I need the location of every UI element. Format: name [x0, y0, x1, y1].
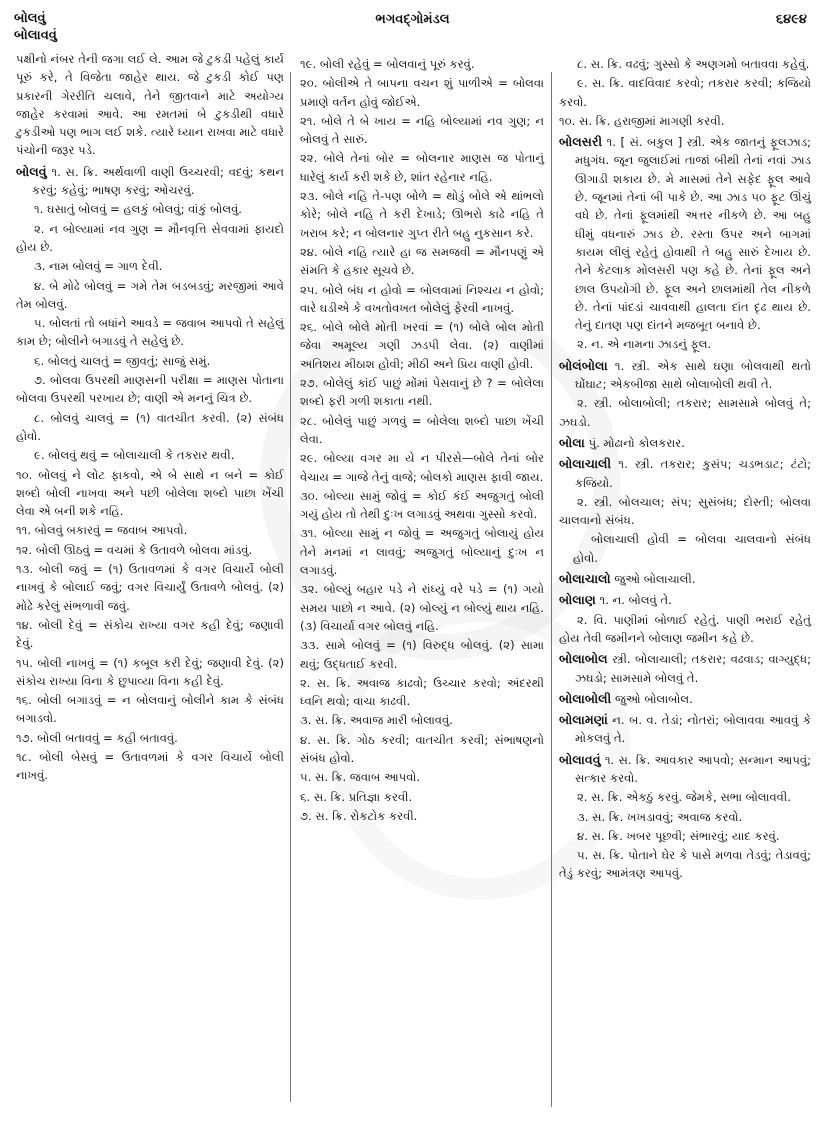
- sense: ૫. સ. ક્રિ. જવાબ આપવો.: [300, 770, 421, 785]
- sense: ૧. ન. બોલવું તે.: [599, 593, 672, 608]
- idiom: ૧૦. બોલવું ને લોટ ફાકવો, એ બે સાથે ન બને = કોઈ શબ્દો બોલી નાખવા અને પછી બોલેલા શબ્દો પાછા ખેંચી લેવા એ બની શકે નહિ.: [16, 467, 284, 519]
- idiom: ૩૧. બોલ્યા સામું ન જોવું = અજુગતું બોલાયું હોય તેને મનમાં ન લાવવું; અજુગતું બોલ્યાનું દુઃખ ન લગાડવું.: [300, 526, 544, 578]
- continued-paragraph: પક્ષીનો નંબર તેની જગા લઈ લે. આમ જે ટુકડી પહેલું કાર્ય પૂરું કરે, તે વિજેતા જાહેર થાય. જે ટુકડી કોઈ પણ પ્રકારની ગેરરીતિ ચલાવે, તેને જીતવાને માટે અયોગ્ય જાહેર કરવામાં આવે. આ રમતમાં બે ટુકડીથી વધારે ટુકડીઓ પણ ભાગ લઈ શકે. ત્યારે ધ્યાન રાખવા માટે વધારે પંચોની જરૂર પડે.: [16, 52, 284, 158]
- sense: ૭. સ. ક્રિ. રોકટોક કરવી.: [300, 808, 418, 823]
- idiom: ૨. ન બોલ્યામાં નવ ગુણ = મૌનવૃત્તિ સેવવામાં ફાયદો હોય છે.: [16, 221, 284, 254]
- idiom: ૧૮. બોલી બેસવું = ઉતાવળમાં કે વગર વિચાર્યે બોલી નાખવું.: [16, 749, 284, 783]
- page-header: [0, 0, 825, 52]
- dictionary-entry: [559, 650, 811, 687]
- dictionary-entry: [559, 434, 811, 452]
- sense: ૫. સ. ક્રિ. પોતાને ઘેર કે પાસે મળવા તેડવું; તેડાવવું; તેડું કરવું; આમંત્રણ આપવું.: [559, 848, 811, 881]
- dictionary-entry: [559, 591, 811, 609]
- idiom: ૩૦. બોલ્યા સામું જોવું = કોઈ કંઈ અજુગતું બોલી ગયું હોય તો તેથી દુઃખ લગાડવું અથવા ગુસ્સો કરવો.: [300, 488, 544, 522]
- idiom: ૧૯. બોલી રહેવું = બોલવાનું પૂરું કરવું.: [300, 57, 475, 71]
- idiom: ૨૫. બોલે બંધ ન હોવો = બોલવામાં નિશ્ચય ન હોવો; વારે ઘડીએ કે વખતોવખત બોલેલું ફેરવી નાખવું.: [300, 282, 544, 315]
- dictionary-entry: [559, 711, 811, 748]
- idiom: ૧૪. બોલી દેવું = સંકોચ રાખ્યા વગર કહી દેવું; જણાવી દેવું.: [16, 617, 284, 651]
- sense: ૨. સ. ક્રિ. એકઠું કરવું. જેમકે, સભા બોલાવવી.: [577, 790, 791, 805]
- idiom: બોલાચાલી હોવી = બોલવા ચાલવાનો સંબંધ હોવો.: [573, 532, 811, 565]
- dictionary-entry: [559, 133, 811, 334]
- idiom: ૧૧. બોલવું બકારવું = જવાબ આપવો.: [16, 523, 188, 538]
- dictionary-entry: [559, 570, 811, 588]
- headword: બોલાચાલો: [559, 571, 611, 587]
- idiom: ૨૧. બોલે તે બે ખાય = નહિ બોલ્યામાં નવ ગુણ; ન બોલવું તે સારું.: [300, 113, 544, 147]
- idiom: ૭. બોલવા ઉપરથી માણસની પરીક્ષા = માણસ પોતાના બોલવા ઉપરથી પરખાય છે; વાણી એ મનનું ચિત્ર છે.: [16, 373, 284, 406]
- headword: બોલાવવું: [559, 751, 601, 767]
- idiom: ૨૨. બોલે તેનાં બોર = બોલનાર માણસ જ પોતાનું ધારેલું કાર્ય કરી શકે છે, શાંત રહેનાર નહિ.: [300, 151, 544, 184]
- idiom: ૩. નામ બોલવું = ગાળ દેવી.: [34, 259, 163, 274]
- dictionary-columns: [0, 50, 825, 1110]
- sense: ૨. સ્ત્રી. બોલચાલ; સંપ; સુસંબંધ; દોસ્તી; બોલવા ચાલવાનો સંબંધ.: [559, 494, 811, 528]
- idiom: ૧૨. બોલી ઊઠવું = વચમાં કે ઉતાવળે બોલવા માંડવું.: [16, 542, 253, 557]
- idiom: ૮. બોલવું ચાલવું = (૧) વાતચીત કરવી. (૨) સંબંધ હોવો.: [16, 410, 284, 443]
- headword: બોલાચાલી: [559, 456, 612, 472]
- sense: ૯. સ. ક્રિ. વાદવિવાદ કરવો; તકરાર કરવી; કજિયો કરવો.: [559, 76, 811, 109]
- column-divider: [551, 72, 552, 1107]
- headword: બોલાબોલ: [559, 651, 608, 667]
- dictionary-entry: [559, 751, 811, 788]
- cross-reference: જુઓ બોલાચાલી.: [614, 572, 696, 587]
- idiom: ૬. બોલતું ચાલતું = જીવતું; સાજું સમું.: [34, 353, 211, 368]
- idiom: ૨૮. બોલેલું પાછું ગળવું = બોલેલા શબ્દો પાછા ખેંચી લેવા.: [300, 413, 544, 446]
- sense: ૨. વિ. પાણીમાં બોળાઈ રહેતું. પાણી ભરાઈ રહેતું હોય તેવી જમીનને બોલાણ જમીન કહે છે.: [559, 612, 811, 645]
- idiom: ૫. બોલતાં તો બધાંને આવડે = જવાબ આપવો તે સહેલું કામ છે; બોલીને બગાડવું તે સહેલું છે.: [16, 316, 284, 349]
- sense: ૨. ન. એ નામના ઝાડનું ફૂલ.: [577, 337, 712, 352]
- sense: ૧. સ્ત્રી. એક સાથે ઘણા બોલવાથી થતો ઘોંઘાટ; એકબીજા સાથે બોલાબોલી થવી તે.: [575, 358, 812, 392]
- headword: બોલસરી: [559, 134, 603, 150]
- idiom: ૪. બે મોઢે બોલવું = ગમે તેમ બડબડવું; મરજીમાં આવે તેમ બોલવું.: [16, 278, 284, 311]
- column-middle: [300, 55, 544, 826]
- guide-word-last: બોલાવવું: [14, 28, 57, 43]
- headword: બોલવું: [16, 163, 47, 179]
- idiom: ૧૫. બોલી નાખવું = (૧) કબૂલ કરી દેવું; જણાવી દેવું. (૨) સંકોચ રાખ્યા વિના કે છુપાવ્યા વિના કહી દેવું.: [16, 655, 284, 688]
- headword: બોલા: [559, 434, 585, 450]
- sense: ૧. સ. ક્રિ. આવકાર આપવો; સન્માન આપવું; સત્કાર કરવો.: [575, 752, 811, 785]
- cross-reference: જુઓ બોલાબોલ.: [614, 691, 693, 706]
- idiom: ૩૨. બોલ્યું બહાર પડે ને રાંધ્યું વરે પડે = (૧) ગયો સમય પાછો ન આવે. (૨) બોલ્યું ન બોલ્યું થાય નહિ. (૩) વિચાર્યા વગર બોલવું નહિ.: [300, 582, 544, 633]
- idiom: ૨૯. બોલ્યા વગર મા યે ન પીરસે—બોલે તેનાં બોર વેચાય = ગાજે તેનું વાજે; બોલકો માણસ ફાવી જાય.: [300, 451, 544, 484]
- sense: ૮. સ. ક્રિ. વઢવું; ગુસ્સો કે અણગમો બતાવવા કહેવું.: [577, 57, 810, 71]
- idiom: ૨૪. બોલે નહિ ત્યારે હા જ સમજવી = મૌનપણું એ સંમતિ કે હકાર સૂચવે છે.: [300, 244, 544, 278]
- dictionary-entry: [16, 163, 284, 200]
- sense: ૧. [ સં. બકુલ ] સ્ત્રી. એક જાતનું ફૂલઝાડ; મધુગંધ. જૂન જુલાઈમાં તાજાં બીથી તેનાં નવાં ઝાડ ઊગાડી શકાય છે. મે માસમાં તેને સફેદ ફૂલ આવે છે. જૂનમાં તેનાં બી પાકે છે. આ ઝાડ ૫૦ ફૂટ ઊંચું વધે છે. તેનાં ફૂલમાંથી અત્તર નીકળે છે. આ બહુ ધીમું વધનારું ઝાડ છે. રસ્તા ઉપર અને બાગમાં કાયમ લીલું રહેતું હોવાથી તે બહુ સારું દેખાય છે. તેને કેટલાક મોલસરી પણ કહે છે. તેનાં ફૂલ અને છાલ ઉપયોગી છે. ફૂલ અને છાલમાંથી તેલ નીકળે છે. તેનાં પાંદડાં ચાવવાથી હાલતા દાંત દૃઢ થાય છે. તેનું દાતણ પણ દાંતને મજબૂત બનાવે છે.: [575, 135, 811, 333]
- sense: ૨. સ. ક્રિ. અવાજ કાઢવો; ઉચ્ચાર કરવો; અંદરથી ધ્વનિ થવો; વાચા કાઢવી.: [300, 675, 544, 709]
- sense: ૬. સ. ક્રિ. પ્રતિજ્ઞા કરવી.: [300, 789, 413, 804]
- column-right: [559, 55, 811, 884]
- column-divider: [290, 72, 291, 1102]
- sense: ૪. સ. ક્રિ. ગોઠ કરવી; વાતચીત કરવી; સંભાષણનો સંબંધ હોવો.: [300, 732, 544, 765]
- dictionary-entry: [559, 357, 811, 394]
- headword: બોલાબોલી: [559, 690, 612, 706]
- idiom: ૨૬. બોલે બોલે મોતી ખરવાં = (૧) બોલે બોલ મોતી જેવા અમૂલ્ય ગણી ઝડપી લેવા. (૨) વાણીમાં અતિશય મીઠાશ હોવી; મીઠી અને પ્રિય વાણી હોવી.: [300, 320, 544, 371]
- sense: ૨. સ્ત્રી. બોલાબોલી; તકરાર; સામસામે બોલવું તે; ઝઘડો.: [559, 396, 811, 429]
- idiom: ૯. બોલવું થવું = બોલાચાલી કે તકરાર થવી.: [34, 448, 235, 463]
- page-number: ૬૪૯૪: [775, 12, 807, 27]
- sense: ન. બ. વ. તેડાં; નોતરાં; બોલાવવા આવવું કે મોકલવું તે.: [575, 713, 812, 746]
- sense: ૧. સ. ક્રિ. અર્થવાળી વાણી ઉચ્ચરવી; વદવું; કથન કરવું; કહેવું; ભાષણ કરવું; ઓચરવું.: [32, 164, 285, 198]
- column-left: [16, 50, 284, 786]
- sense: ૧. સ્ત્રી. તકરાર; કુસંપ; ચડભડાટ; ટંટો; કજિયો.: [575, 457, 812, 490]
- idiom: ૨૩. બોલે નહિ તે-પણ બોળે = થોડું બોલે એ થાંભલો કોરે; બોલે નહિ તે કરી દેખાડે; ઊભરો કાઢે નહિ તે ખરાબ કરે; ન બોલનાર ગુપ્ત રીતે બહુ નુકસાન કરે.: [300, 189, 544, 240]
- sense: ૧૦. સ. ક્રિ. હરાજીમાં માગણી કરવી.: [559, 113, 725, 128]
- headword: બોલાણ: [559, 592, 596, 608]
- idiom: ૧૩. બોલી જવું = (૧) ઉતાવળમાં કે વગર વિચાર્યે બોલી નાખવું કે બોલાઈ જવું; વગર વિચાર્યું ઉતાવળે બોલવું. (૨) મોઢે કરેલું સંભળાવી જવું.: [16, 562, 284, 613]
- dictionary-entry: [559, 455, 811, 492]
- dictionary-entry: [559, 690, 811, 708]
- idiom: ૧૬. બોલી બગાડવું = ન બોલવાનું બોલીને કામ કે સંબંધ બગાડવો.: [16, 693, 284, 726]
- idiom: ૨૭. બોલેલું કાંઈ પાછું મોંમાં પેસવાનું છે ? = બોલેલા શબ્દો ફરી ગળી શકાતા નથી.: [300, 376, 544, 409]
- headword: બોલંબોલા: [559, 357, 608, 373]
- headword: બોલામણાં: [559, 712, 608, 728]
- running-title: ભગવદ્ગોમંડલ: [375, 12, 450, 27]
- guide-word-first: બોલવું: [14, 11, 46, 26]
- idiom: ૨૦. બોલીએ તે બાપના વચન શું પાળીએ = બોલવા પ્રમાણે વર્તન હોવું જોઈએ.: [300, 76, 544, 109]
- sense: સ્ત્રી. બોલાચાલી; તકરાર; વઢવાડ; વાગ્યુદ્ધ; ઝઘડો; સામસામે બોલવું તે.: [575, 652, 811, 685]
- sense: ૪. સ. ક્રિ. ખબર પૂછવી; સંભારવું; યાદ કરવું.: [577, 828, 780, 843]
- sense: પું. મોઢાનો કોલકરાર.: [588, 435, 685, 450]
- idiom: ૧૭. બોલી બતાવવું = કહી બતાવવું.: [16, 730, 178, 745]
- sense: ૩. સ. ક્રિ. ખખડાવવું; અવાજ કરવો.: [577, 809, 743, 824]
- idiom: ૧. ઘસાતું બોલવું = હલકું બોલવું; વાંકું બોલવું.: [34, 202, 242, 217]
- idiom: ૩૩. સામે બોલવું = (૧) વિરુદ્ધ બોલવું. (૨) સામા થવું; ઉદ્ધતાઈ કરવી.: [300, 638, 544, 671]
- sense: ૩. સ. ક્રિ. અવાજ મારી બોલાવવું.: [300, 713, 453, 728]
